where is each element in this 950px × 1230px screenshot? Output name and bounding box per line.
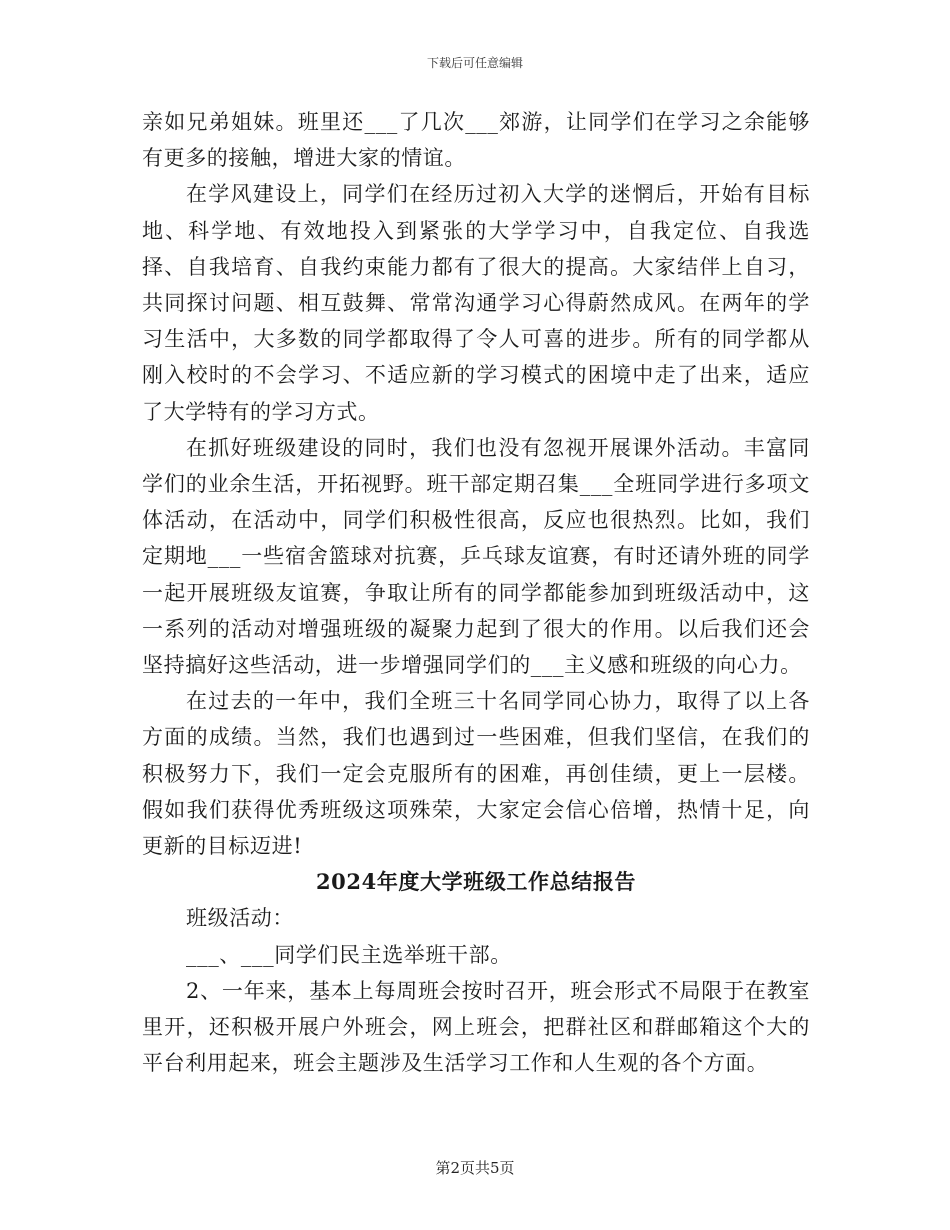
paragraph-conclusion: 在过去的一年中，我们全班三十名同学同心协力，取得了以上各方面的成绩。当然，我们也遇到过一些困难，但我们坚信，在我们的积极努力下，我们一定会克服所有的困难，再创佳绩，更上一层楼。假如我们获得优秀班级这项殊荣，大家定会信心倍增，热情十足，向更新的目标迈进! (142, 689, 810, 859)
page-header: 下载后可任意编辑 (426, 56, 523, 70)
page-number: 第2页共5页 (435, 1159, 515, 1177)
paragraph-continued: 亲如兄弟姐妹。班里还___了几次___郊游，让同学们在学习之余能够有更多的接触，增进大家的情谊。 (142, 110, 810, 171)
document-body (142, 104, 810, 1081)
paragraph-study-style: 在学风建设上，同学们在经历过初入大学的迷惘后，开始有目标地、科学地、有效地投入到紧张的大学学习中，自我定位、自我选择、自我培育、自我约束能力都有了很大的提高。大家结伴上自习，共同探讨问题、相互鼓舞、常常沟通学习心得蔚然成风。在两年的学习生活中，大多数的同学都取得了令人可喜的进步。所有的同学都从刚入校时的不会学习、不适应新的学习模式的困境中走了出来，适应了大学特有的学习方式。 (142, 182, 810, 424)
section-title: 2024年度大学班级工作总结报告 (315, 869, 637, 895)
paragraph-activities: 在抓好班级建设的同时，我们也没有忽视开展课外活动。丰富同学们的业余生活，开拓视野。班干部定期召集___全班同学进行多项文体活动，在活动中，同学们积极性很高，反应也很热烈。比如，我们定期地___一些宿舍篮球对抗赛，乒乓球友谊赛，有时还请外班的同学一起开展班级友谊赛，争取让所有的同学都能参加到班级活动中，这一系列的活动对增强班级的凝聚力起到了很大的作用。以后我们还会坚持搞好这些活动，进一步增强同学们的___主义感和班级的向心力。 (142, 435, 810, 678)
paragraph-item-1: ___、___同学们民主选举班干部。 (186, 942, 512, 967)
paragraph-class-activities-heading: 班级活动： (186, 906, 294, 931)
paragraph-item-2: 2、一年来，基本上每周班会按时召开，班会形式不局限于在教室里开，还积极开展户外班会，网上班会，把群社区和群邮箱这个大的平台利用起来，班会主题涉及生活学习工作和人生观的各个方面。 (142, 978, 810, 1076)
